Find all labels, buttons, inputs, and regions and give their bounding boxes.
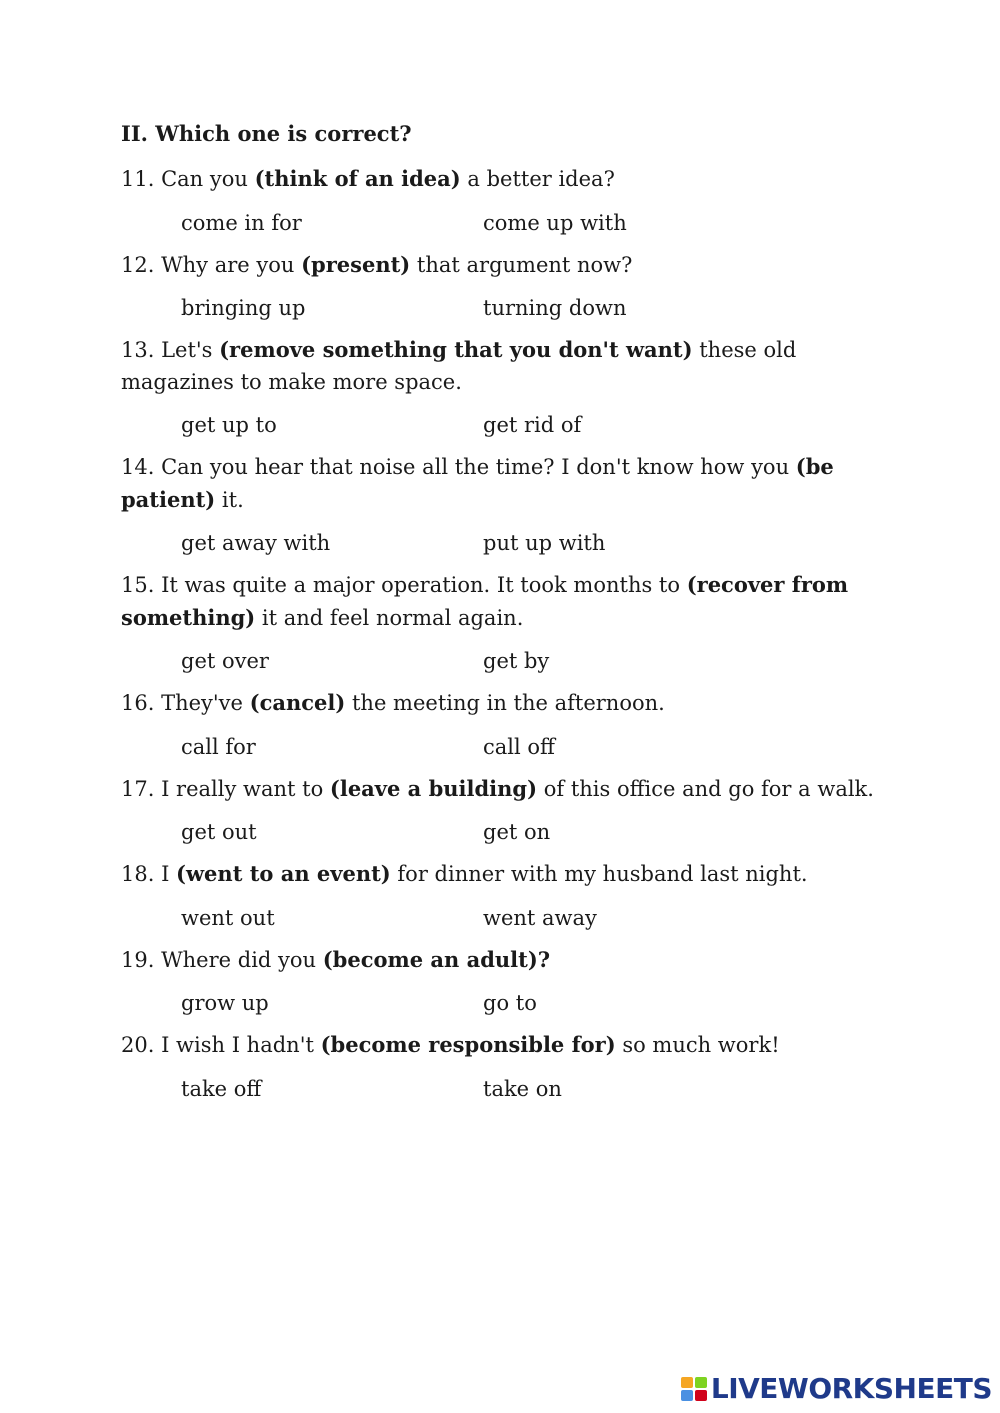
question-item <box>121 858 881 932</box>
question-text <box>121 687 881 720</box>
question-text <box>121 334 881 398</box>
answer-options <box>121 818 881 846</box>
answer-option[interactable]: get out <box>181 820 257 844</box>
logo-tile <box>695 1377 707 1388</box>
question-fragment: it. <box>215 487 244 512</box>
answer-option[interactable]: go to <box>483 991 537 1015</box>
question-fragment: 19. Where did you <box>121 947 323 972</box>
answer-option[interactable]: went away <box>483 905 597 930</box>
question-fragment: for dinner with my husband last night. <box>390 862 808 886</box>
question-fragment: 16. They've <box>121 691 250 715</box>
question-hint: (become responsible for) <box>320 1032 616 1057</box>
answer-options <box>121 411 881 439</box>
question-fragment: 11. Can you <box>121 167 255 191</box>
logo-tile <box>695 1390 707 1401</box>
question-hint: (present) <box>301 251 411 277</box>
answer-options <box>121 647 881 675</box>
question-fragment: 17. I really want to <box>121 776 330 801</box>
question-fragment: it and feel normal again. <box>255 605 524 630</box>
answer-options <box>121 529 881 557</box>
question-item <box>121 773 881 847</box>
answer-option[interactable]: get over <box>181 649 269 673</box>
answer-options <box>121 904 881 932</box>
answer-option[interactable]: call for <box>181 734 256 759</box>
answer-option[interactable]: get away with <box>181 531 331 555</box>
question-fragment: 18. I <box>121 862 177 886</box>
question-hint: (become an adult)? <box>322 946 551 972</box>
answer-option[interactable]: went out <box>181 905 275 930</box>
brand-logo <box>681 1372 992 1405</box>
logo-tile <box>681 1377 693 1388</box>
question-fragment: these old magazines to make more space. <box>121 338 797 394</box>
question-text <box>121 773 881 806</box>
liveworksheets-logo-icon <box>681 1377 707 1401</box>
answer-options <box>121 294 881 322</box>
question-item <box>121 334 881 439</box>
question-hint: (cancel) <box>249 690 346 715</box>
answer-option[interactable]: grow up <box>181 991 269 1015</box>
answer-options <box>121 209 881 237</box>
question-text <box>121 858 881 891</box>
question-fragment: the meeting in the afternoon. <box>345 691 665 715</box>
question-hint: (leave a building) <box>329 775 538 801</box>
answer-option[interactable]: put up with <box>483 531 606 555</box>
answer-options <box>121 1075 881 1103</box>
question-hint: (remove something that you don't want) <box>219 337 693 362</box>
question-item <box>121 687 881 761</box>
question-item <box>121 944 881 1018</box>
question-fragment: 13. Let's <box>121 338 220 362</box>
worksheet <box>121 118 881 1115</box>
answer-option[interactable]: take off <box>181 1076 262 1101</box>
answer-option[interactable]: call off <box>483 734 555 759</box>
question-text <box>121 163 881 196</box>
answer-options <box>121 733 881 761</box>
question-text <box>121 451 881 516</box>
question-item <box>121 1029 881 1103</box>
question-item <box>121 249 881 323</box>
question-hint: (went to an event) <box>176 861 391 886</box>
answer-option[interactable]: take on <box>483 1076 562 1101</box>
question-item <box>121 163 881 237</box>
answer-options <box>121 989 881 1017</box>
question-item <box>121 451 881 557</box>
question-text <box>121 944 881 977</box>
question-fragment: so much work! <box>615 1033 780 1057</box>
answer-option[interactable]: get by <box>483 649 550 673</box>
answer-option[interactable]: come in for <box>181 210 302 235</box>
answer-option[interactable]: come up with <box>483 210 627 235</box>
brand-text: LIVEWORKSHEETS <box>710 1372 992 1405</box>
question-text <box>121 249 881 282</box>
question-fragment: 14. Can you hear that noise all the time? I don't know how you <box>121 455 796 479</box>
question-fragment: 12. Why are you <box>121 252 302 277</box>
question-list <box>121 163 881 1103</box>
question-fragment: that argument now? <box>410 252 633 277</box>
logo-tile <box>681 1390 693 1401</box>
question-item <box>121 569 881 675</box>
section-title: II. Which one is correct? <box>121 121 412 146</box>
question-fragment: a better idea? <box>460 167 615 191</box>
question-hint: (be patient) <box>121 454 834 512</box>
question-hint: (recover from something) <box>121 572 849 630</box>
question-fragment: 20. I wish I hadn't <box>121 1033 321 1057</box>
question-text <box>121 569 881 634</box>
question-hint: (think of an idea) <box>254 166 461 191</box>
question-fragment: of this office and go for a walk. <box>537 776 874 801</box>
answer-option[interactable]: get rid of <box>483 413 582 437</box>
question-text <box>121 1029 881 1062</box>
answer-option[interactable]: bringing up <box>181 296 306 320</box>
answer-option[interactable]: turning down <box>483 296 627 320</box>
answer-option[interactable]: get on <box>483 820 551 844</box>
question-fragment: 15. It was quite a major operation. It took months to <box>121 573 687 597</box>
answer-option[interactable]: get up to <box>181 413 277 437</box>
